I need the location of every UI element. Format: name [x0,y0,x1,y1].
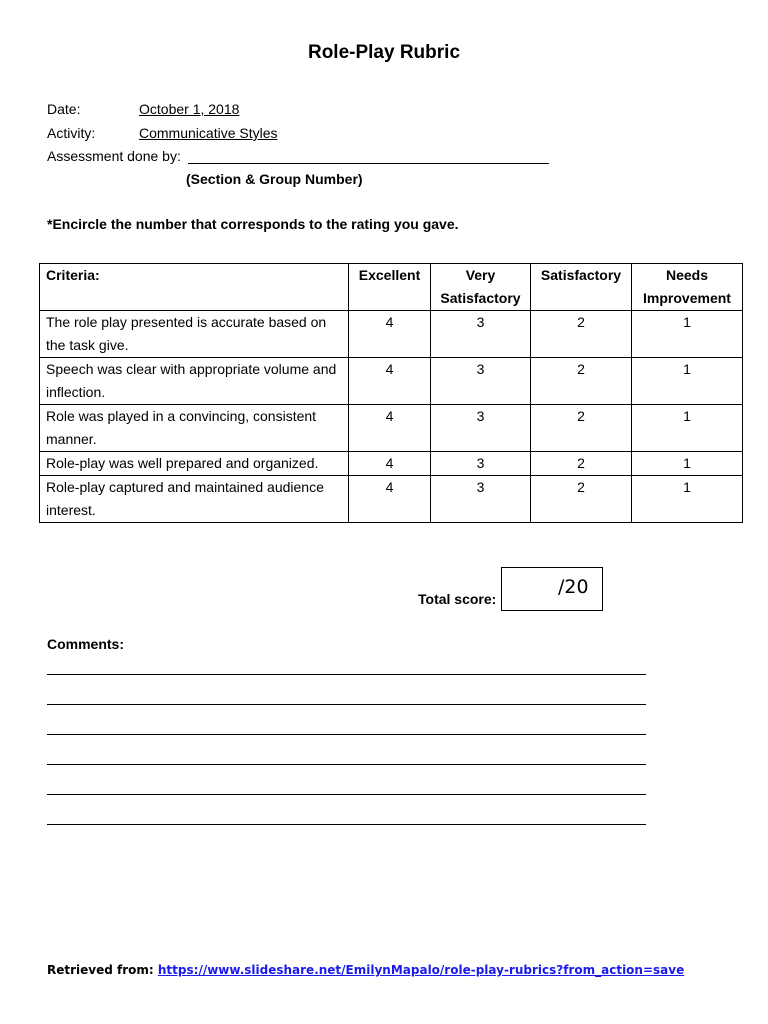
score-excellent[interactable]: 4 [349,452,431,476]
source-link[interactable]: https://www.slideshare.net/EmilynMapalo/role-play-rubrics?from_action=save [157,963,685,977]
total-score-label: Total score: [418,591,497,607]
score-excellent[interactable]: 4 [349,358,431,405]
score-very-satisfactory[interactable]: 3 [431,405,531,452]
activity-label: Activity: [47,125,96,141]
criterion-cell: The role play presented is accurate based on the task give. [40,311,349,358]
assessed-blank-line[interactable] [188,148,549,164]
score-very-satisfactory[interactable]: 3 [431,452,531,476]
activity-value: Communicative Styles [139,125,278,141]
score-needs-improvement[interactable]: 1 [632,358,743,405]
comments-label: Comments: [47,636,125,652]
section-group-note: (Section & Group Number) [186,171,363,187]
table-row [40,311,743,358]
score-excellent[interactable]: 4 [349,405,431,452]
score-satisfactory[interactable]: 2 [531,476,632,523]
score-excellent[interactable]: 4 [349,476,431,523]
comment-line[interactable] [47,734,646,735]
score-satisfactory[interactable]: 2 [531,452,632,476]
criterion-cell: Role-play was well prepared and organized. [40,452,349,476]
total-score-box[interactable] [501,567,603,611]
date-label: Date: [47,101,81,117]
assessed-label: Assessment done by: [47,148,181,164]
comment-line[interactable] [47,674,646,675]
total-score-value: /20 [558,576,589,598]
comment-line[interactable] [47,794,646,795]
date-value: October 1, 2018 [139,101,240,117]
footer-label: Retrieved from: [47,963,154,977]
criterion-cell: Speech was clear with appropriate volume and inflection. [40,358,349,405]
footer-source [47,963,684,977]
score-very-satisfactory[interactable]: 3 [431,476,531,523]
header-satisfactory: Satisfactory [531,264,632,311]
instruction-text: *Encircle the number that corresponds to the rating you gave. [47,216,459,232]
score-satisfactory[interactable]: 2 [531,358,632,405]
table-row [40,476,743,523]
table-row [40,358,743,405]
score-needs-improvement[interactable]: 1 [632,311,743,358]
table-row [40,405,743,452]
score-very-satisfactory[interactable]: 3 [431,358,531,405]
comment-line[interactable] [47,704,646,705]
score-needs-improvement[interactable]: 1 [632,452,743,476]
criterion-cell: Role-play captured and maintained audience interest. [40,476,349,523]
score-very-satisfactory[interactable]: 3 [431,311,531,358]
criterion-cell: Role was played in a convincing, consistent manner. [40,405,349,452]
score-satisfactory[interactable]: 2 [531,405,632,452]
score-needs-improvement[interactable]: 1 [632,405,743,452]
table-header-row [40,264,743,311]
score-needs-improvement[interactable]: 1 [632,476,743,523]
page-title: Role-Play Rubric [307,42,461,63]
header-excellent: Excellent [349,264,431,311]
score-satisfactory[interactable]: 2 [531,311,632,358]
header-criteria: Criteria: [40,264,349,311]
header-very-satisfactory: Very Satisfactory [431,264,531,311]
score-excellent[interactable]: 4 [349,311,431,358]
header-needs-improvement: Needs Improvement [632,264,743,311]
table-row [40,452,743,476]
comment-line[interactable] [47,764,646,765]
comment-line[interactable] [47,824,646,825]
rubric-table [39,263,743,523]
